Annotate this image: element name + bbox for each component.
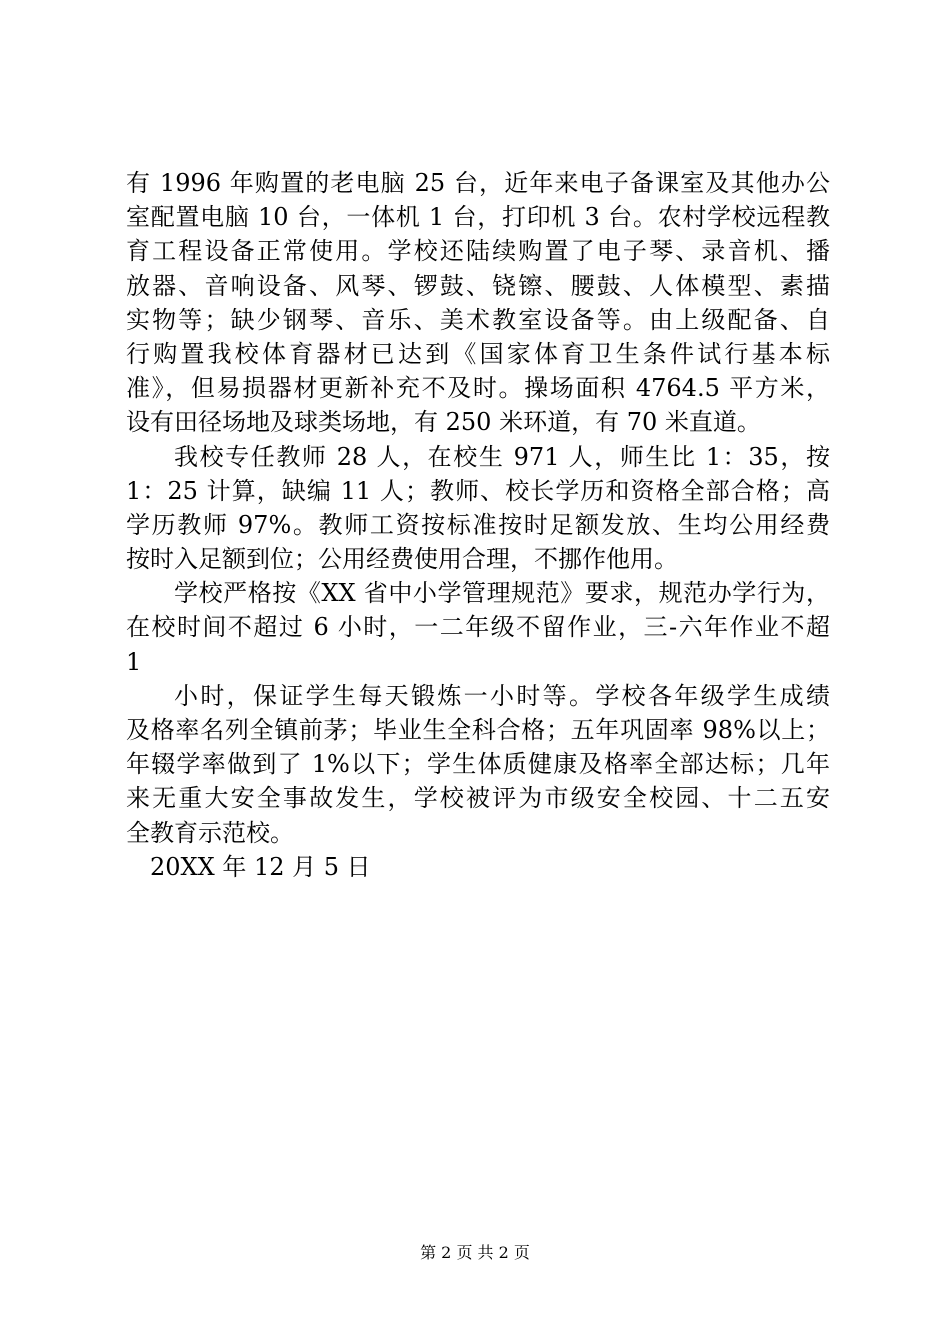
text-line: 小时，保证学生每天锻炼一小时等。学校各年级学生成绩 <box>174 681 830 710</box>
text-line: 年辍学率做到了 1%以下；学生体质健康及格率全部达标；几年 <box>126 750 830 779</box>
text-line: 在校时间不超过 6 小时，一二年级不留作业，三-六年作业不超 <box>126 613 830 642</box>
text-line: 及格率名列全镇前茅；毕业生全科合格；五年巩固率 98%以上； <box>126 716 830 744</box>
text-line: 有 1996 年购置的老电脑 25 台，近年来电子备课室及其他办公 <box>126 169 830 197</box>
text-line: 放器、音响设备、风琴、锣鼓、铙镲、腰鼓、人体模型、素描 <box>126 271 830 300</box>
page-footer: 第 2 页 共 2 页 <box>420 1243 530 1262</box>
text-line: 学历教师 97%。教师工资按标准按时足额发放、生均公用经费 <box>126 510 830 539</box>
text-line: 全教育示范校。 <box>126 818 294 847</box>
text-line: 育工程设备正常使用。学校还陆续购置了电子琴、录音机、播 <box>126 237 830 266</box>
text-line: 1 <box>126 647 142 676</box>
text-line: 按时入足额到位；公用经费使用合理，不挪作他用。 <box>126 545 678 574</box>
text-line: 实物等；缺少钢琴、音乐、美术教室设备等。由上级配备、自 <box>126 305 830 334</box>
document-date: 20XX 年 12 月 5 日 <box>150 852 371 881</box>
text-line: 行购置我校体育器材已达到《国家体育卫生条件试行基本标 <box>126 339 830 368</box>
document-body <box>126 166 830 884</box>
text-line: 准》，但易损器材更新补充不及时。操场面积 4764.5 平方米， <box>126 374 830 403</box>
text-line: 我校专任教师 28 人，在校生 971 人，师生比 1：35，按 <box>174 442 830 471</box>
text-line: 1：25 计算，缺编 11 人；教师、校长学历和资格全部合格；高 <box>126 476 830 505</box>
text-line: 学校严格按《XX 省中小学管理规范》要求，规范办学行为， <box>174 579 830 608</box>
text-line: 室配置电脑 10 台，一体机 1 台，打印机 3 台。农村学校远程教 <box>126 203 830 232</box>
text-line: 设有田径场地及球类场地，有 250 米环道，有 70 米直道。 <box>126 408 761 437</box>
text-line: 来无重大安全事故发生，学校被评为市级安全校园、十二五安 <box>126 784 830 813</box>
